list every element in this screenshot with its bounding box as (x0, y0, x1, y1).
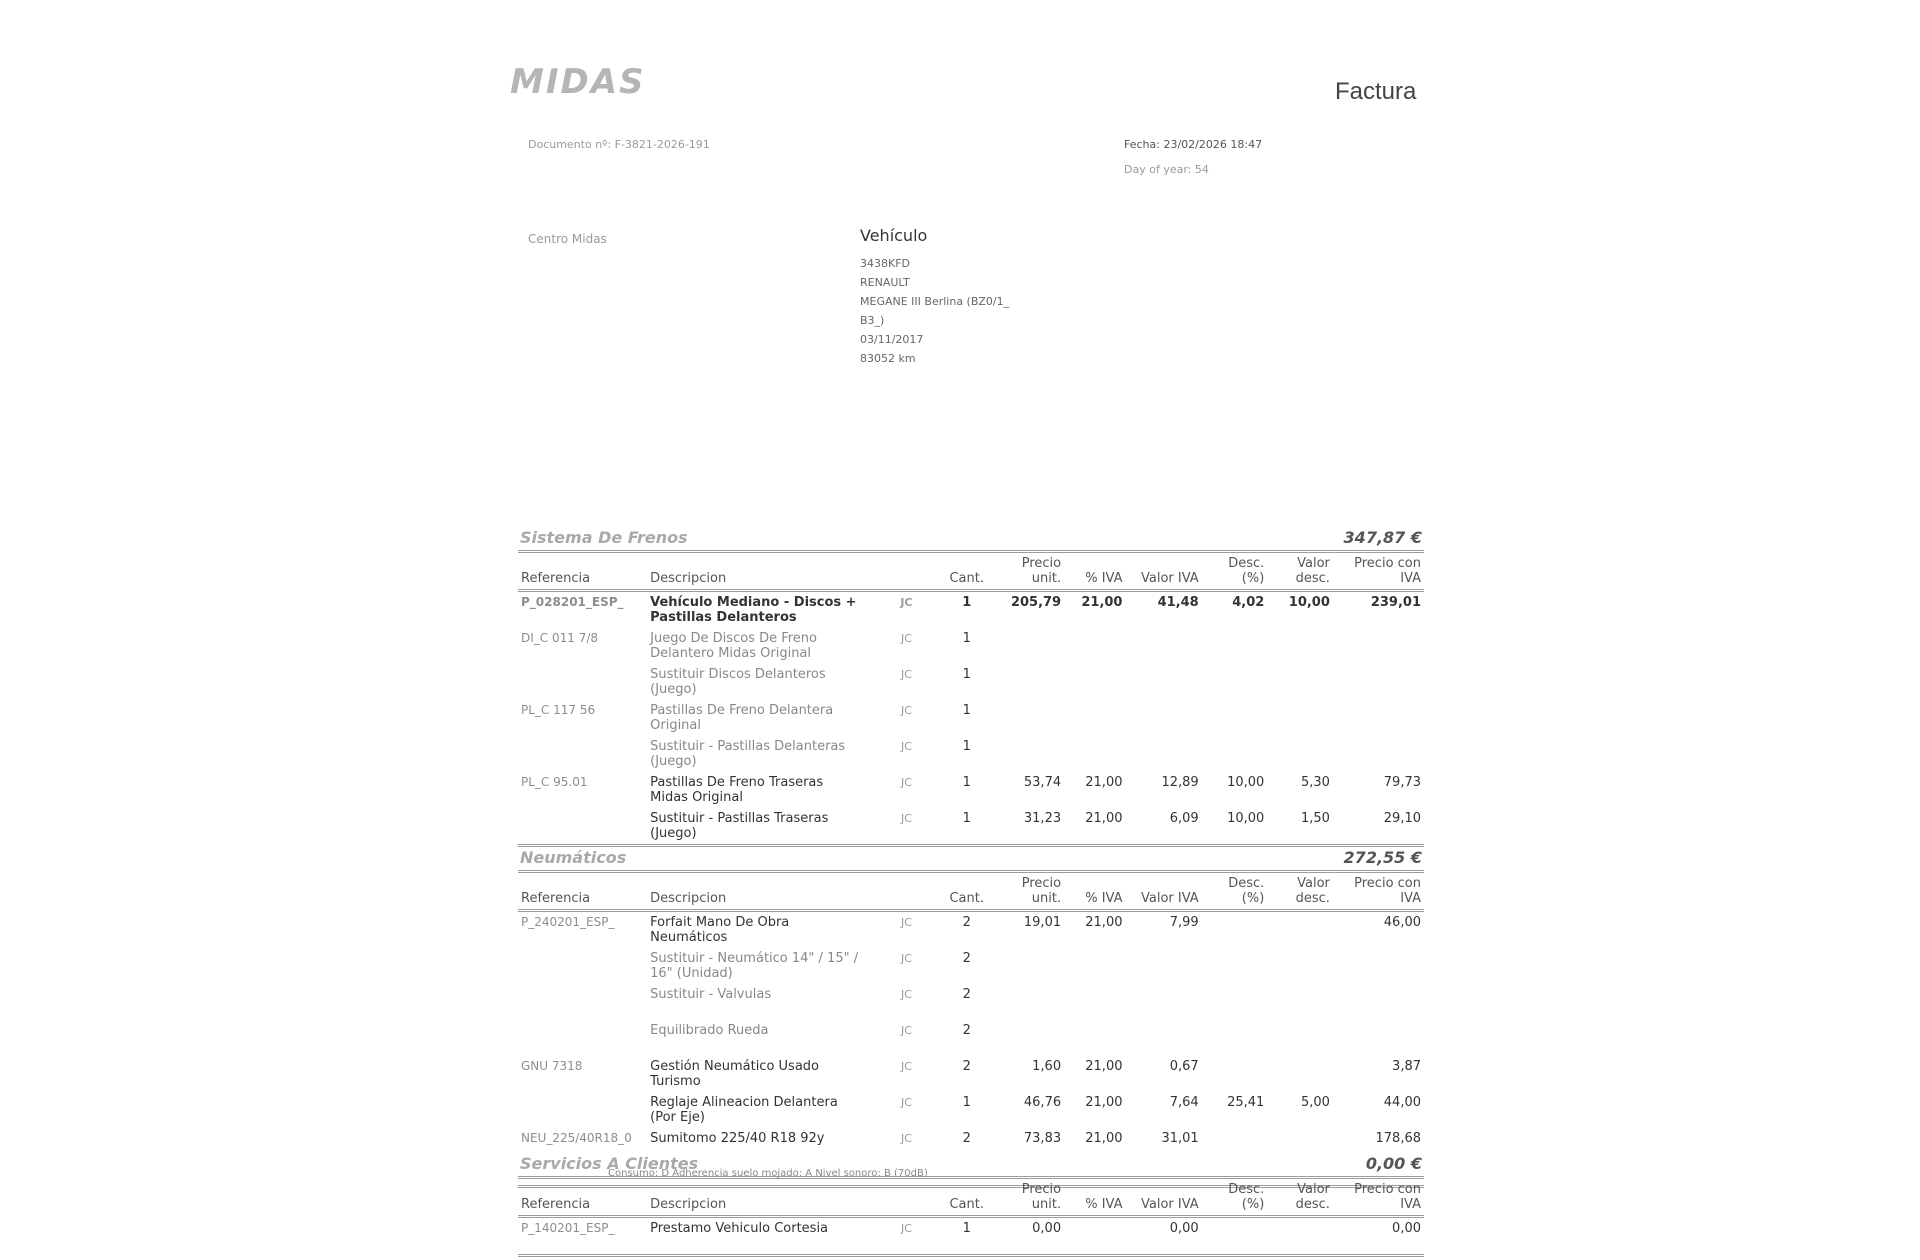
cell-unit: JC (900, 952, 912, 965)
product-label-note: Consumo: D Adherencia suelo mojado: A Nivel sonoro: B (70dB) (608, 1168, 928, 1179)
cell-desc: Pastillas De Freno Traseras Midas Original (650, 775, 824, 805)
cell-price: 46,76 (1023, 1095, 1062, 1110)
document-title: Factura (1335, 78, 1417, 105)
section-total: 272,55 € (1343, 848, 1422, 867)
cell-iva_val (1125, 700, 1201, 736)
cell-iva_val (1125, 1020, 1201, 1056)
cell-unit: JC (900, 632, 912, 645)
cell-ref (518, 736, 647, 772)
cell-iva_pct (1064, 700, 1125, 736)
cell-qty: 1 (962, 811, 971, 826)
cell-iva_pct: 21,00 (1085, 1131, 1123, 1146)
column-header-iva_pct: % IVA (1064, 1179, 1125, 1217)
cell-ref: P_028201_ESP_ (521, 595, 624, 609)
cell-ref (518, 1020, 647, 1056)
cell-iva_pct: 21,00 (1085, 1059, 1123, 1074)
cell-disc_pct: 10,00 (1227, 775, 1265, 790)
cell-qty: 2 (962, 1023, 971, 1038)
cell-desc: Forfait Mano De Obra Neumáticos (650, 915, 790, 945)
column-header-iva_pct: % IVA (1064, 873, 1125, 911)
cell-ref: P_140201_ESP_ (521, 1221, 615, 1235)
cell-desc: Reglaje Alineacion Delantera (Por Eje) (650, 1095, 838, 1125)
column-header-disc_val: Valor desc. (1267, 1179, 1333, 1217)
cell-unit: JC (900, 1222, 912, 1235)
column-header-desc: Descripcion (647, 1179, 867, 1217)
cell-qty: 2 (962, 915, 971, 930)
cell-unit: JC (900, 668, 912, 681)
cell-disc_val: 5,30 (1300, 775, 1330, 790)
section-name: Sistema De Frenos (520, 528, 688, 547)
section-name: Neumáticos (520, 848, 627, 867)
section-tyres (518, 846, 1424, 1188)
cell-qty: 2 (962, 987, 971, 1002)
cell-unit: JC (900, 988, 912, 1001)
cell-disc_pct (1202, 736, 1268, 772)
section-total: 0,00 € (1365, 1154, 1422, 1173)
cell-ref (518, 808, 647, 846)
cell-iva_val: 31,01 (1161, 1131, 1199, 1146)
column-header-disc_pct: Desc. (%) (1202, 1179, 1268, 1217)
cell-disc_val: 5,00 (1300, 1095, 1330, 1110)
vehicle-model-line2: B3_) (860, 314, 885, 327)
cell-iva_pct (1064, 1020, 1125, 1056)
column-header-disc_val: Valor desc. (1267, 873, 1333, 911)
table-row (518, 700, 1424, 736)
company-logo: MIDAS (510, 62, 646, 102)
cell-price (988, 700, 1064, 736)
cell-iva_val: 41,48 (1157, 595, 1199, 610)
table-header-row (518, 553, 1424, 591)
cell-iva_pct: 21,00 (1085, 915, 1123, 930)
cell-qty: 1 (962, 595, 972, 610)
column-header-price: Precio unit. (988, 1179, 1064, 1217)
cell-disc_pct: 10,00 (1227, 811, 1265, 826)
cell-total: 239,01 (1370, 595, 1421, 610)
cell-desc: Pastillas De Freno Delantera Original (650, 703, 834, 733)
cell-ref: PL_C 117 56 (521, 703, 596, 717)
cell-price (988, 948, 1064, 984)
column-header-total: Precio con IVA (1333, 1179, 1424, 1217)
cell-price: 205,79 (1010, 595, 1062, 610)
line-items-table (518, 873, 1424, 1188)
cell-iva_pct (1064, 1217, 1125, 1256)
cell-unit: JC (900, 1096, 912, 1109)
cell-disc_val (1267, 1217, 1333, 1256)
cell-iva_pct: 21,00 (1085, 775, 1123, 790)
cell-qty: 1 (962, 739, 971, 754)
section-name: Servicios A Clientes (520, 1154, 699, 1173)
cell-total (1333, 736, 1424, 772)
line-items-table (518, 1179, 1424, 1257)
cell-price (988, 1020, 1064, 1056)
cell-price: 31,23 (1023, 811, 1062, 826)
vehicle-plate: 3438KFD (860, 257, 911, 270)
cell-qty: 2 (962, 1131, 971, 1146)
cell-iva_pct: 21,00 (1085, 1095, 1123, 1110)
cell-qty: 1 (962, 1221, 971, 1236)
cell-iva_val: 7,64 (1169, 1095, 1199, 1110)
table-row (518, 1020, 1424, 1056)
cell-iva_pct: 21,00 (1085, 811, 1123, 826)
cell-qty: 2 (962, 1059, 971, 1074)
cell-price (988, 628, 1064, 664)
cell-disc_pct: 4,02 (1232, 595, 1265, 610)
table-row (518, 664, 1424, 700)
day-of-year-value: 54 (1194, 163, 1209, 176)
cell-iva_pct: 21,00 (1081, 595, 1123, 610)
cell-desc: Sustituir Discos Delanteros (Juego) (650, 667, 826, 697)
cell-iva_val: 0,67 (1169, 1059, 1199, 1074)
table-row (518, 591, 1424, 629)
cell-unit: JC (900, 704, 912, 717)
cell-price: 1,60 (1032, 1059, 1062, 1074)
cell-total (1333, 948, 1424, 984)
cell-qty: 1 (962, 631, 971, 646)
cell-disc_val (1267, 1056, 1333, 1092)
document-number (528, 138, 710, 151)
vehicle-brand: RENAULT (860, 276, 910, 289)
cell-disc_val (1267, 628, 1333, 664)
cell-iva_val: 12,89 (1161, 775, 1199, 790)
cell-iva_val (1125, 664, 1201, 700)
cell-qty: 1 (962, 667, 971, 682)
section-brakes (518, 526, 1424, 847)
cell-desc: Vehículo Mediano - Discos + Pastillas Delanteros (650, 595, 857, 625)
column-header-ref: Referencia (518, 1179, 647, 1217)
cell-disc_pct (1202, 948, 1268, 984)
cell-price (988, 736, 1064, 772)
cell-desc: Sustituir - Valvulas (650, 987, 772, 1002)
cell-ref (518, 1092, 647, 1128)
cell-iva_val (1125, 628, 1201, 664)
section-customer-services (518, 1152, 1424, 1257)
table-row (518, 772, 1424, 808)
vehicle-details (860, 254, 1009, 368)
cell-disc_pct (1202, 1020, 1268, 1056)
column-header-unit (867, 873, 945, 911)
table-row (518, 808, 1424, 846)
cell-unit: JC (900, 812, 912, 825)
cell-ref (518, 664, 647, 700)
column-header-price: Precio unit. (988, 553, 1064, 591)
cell-qty: 1 (962, 775, 971, 790)
cell-disc_pct (1202, 1217, 1268, 1256)
cell-total (1333, 700, 1424, 736)
column-header-price: Precio unit. (988, 873, 1064, 911)
section-header (518, 526, 1424, 553)
table-row (518, 1092, 1424, 1128)
section-total: 347,87 € (1343, 528, 1422, 547)
cell-qty: 2 (962, 951, 971, 966)
cell-disc_val (1267, 664, 1333, 700)
cell-price: 53,74 (1023, 775, 1062, 790)
cell-iva_val: 6,09 (1169, 811, 1199, 826)
cell-disc_pct (1202, 664, 1268, 700)
cell-iva_val: 7,99 (1169, 915, 1199, 930)
document-number-value: F-3821-2026-191 (614, 138, 710, 151)
day-of-year (1124, 163, 1209, 176)
line-items-table (518, 553, 1424, 847)
column-header-iva_val: Valor IVA (1125, 1179, 1201, 1217)
cell-desc: Juego De Discos De Freno Delantero Midas Original (650, 631, 817, 661)
cell-unit: JC (900, 1132, 912, 1145)
column-header-qty: Cant. (946, 873, 988, 911)
cell-iva_pct (1064, 984, 1125, 1020)
cell-unit: JC (900, 740, 912, 753)
day-of-year-label: Day of year: (1124, 163, 1192, 176)
document-number-label: Documento nº: (528, 138, 612, 151)
cell-iva_val (1125, 948, 1201, 984)
cell-desc: Prestamo Vehiculo Cortesia (650, 1221, 829, 1236)
cell-qty: 1 (962, 1095, 971, 1110)
cell-price: 0,00 (1032, 1221, 1062, 1236)
cell-iva_pct (1064, 628, 1125, 664)
cell-total: 79,73 (1383, 775, 1421, 790)
cell-iva_val: 0,00 (1169, 1221, 1199, 1236)
cell-disc_pct (1202, 984, 1268, 1020)
cell-total: 0,00 (1392, 1221, 1421, 1236)
column-header-disc_pct: Desc. (%) (1202, 873, 1268, 911)
cell-ref (518, 948, 647, 984)
cell-ref (518, 984, 647, 1020)
table-row (518, 1217, 1424, 1256)
cell-qty: 1 (962, 703, 971, 718)
cell-iva_val (1125, 984, 1201, 1020)
cell-disc_pct (1202, 628, 1268, 664)
cell-iva_pct (1064, 948, 1125, 984)
table-row (518, 628, 1424, 664)
column-header-disc_val: Valor desc. (1267, 553, 1333, 591)
cell-ref: NEU_225/40R18_0 (521, 1131, 632, 1145)
table-row (518, 984, 1424, 1020)
column-header-iva_val: Valor IVA (1125, 553, 1201, 591)
vehicle-km: 83052 km (860, 352, 916, 365)
cell-disc_val: 10,00 (1288, 595, 1330, 610)
cell-iva_val (1125, 736, 1201, 772)
cell-unit: JC (900, 916, 912, 929)
cell-price: 73,83 (1023, 1131, 1062, 1146)
column-header-disc_pct: Desc. (%) (1202, 553, 1268, 591)
cell-unit: JC (900, 1024, 912, 1037)
column-header-unit (867, 553, 945, 591)
cell-iva_pct (1064, 664, 1125, 700)
column-header-ref: Referencia (518, 553, 647, 591)
cell-disc_val (1267, 700, 1333, 736)
cell-desc: Equilibrado Rueda (650, 1023, 769, 1038)
table-row (518, 948, 1424, 984)
cell-disc_val (1267, 1020, 1333, 1056)
cell-desc: Sustituir - Pastillas Traseras (Juego) (650, 811, 829, 841)
column-header-ref: Referencia (518, 873, 647, 911)
column-header-desc: Descripcion (647, 553, 867, 591)
cell-disc_pct (1202, 700, 1268, 736)
cell-unit: JC (900, 1060, 912, 1073)
cell-unit: JC (900, 776, 912, 789)
cell-total (1333, 984, 1424, 1020)
cell-price (988, 984, 1064, 1020)
cell-disc_pct (1202, 1056, 1268, 1092)
cell-total (1333, 1020, 1424, 1056)
column-header-qty: Cant. (946, 1179, 988, 1217)
cell-disc_val (1267, 948, 1333, 984)
column-header-unit (867, 1179, 945, 1217)
table-header-row (518, 873, 1424, 911)
column-header-desc: Descripcion (647, 873, 867, 911)
date-label: Fecha: (1124, 138, 1160, 151)
cell-desc: Sustituir - Pastillas Delanteras (Juego) (650, 739, 846, 769)
column-header-qty: Cant. (946, 553, 988, 591)
cell-total: 44,00 (1383, 1095, 1421, 1110)
cell-ref: P_240201_ESP_ (521, 915, 615, 929)
vehicle-heading: Vehículo (860, 226, 928, 245)
cell-total: 29,10 (1383, 811, 1421, 826)
vehicle-date: 03/11/2017 (860, 333, 924, 346)
table-row (518, 911, 1424, 949)
cell-disc_val (1267, 984, 1333, 1020)
center-name: Centro Midas (528, 232, 607, 246)
table-row (518, 1056, 1424, 1092)
section-header (518, 846, 1424, 873)
cell-desc: Gestión Neumático Usado Turismo (650, 1059, 819, 1089)
cell-ref: PL_C 95.01 (521, 775, 588, 789)
column-header-iva_pct: % IVA (1064, 553, 1125, 591)
cell-unit: JC (900, 596, 913, 609)
cell-total (1333, 664, 1424, 700)
cell-total (1333, 628, 1424, 664)
cell-total: 3,87 (1392, 1059, 1421, 1074)
cell-disc_val (1267, 911, 1333, 949)
date-value: 23/02/2026 18:47 (1163, 138, 1263, 151)
cell-total: 46,00 (1383, 915, 1421, 930)
cell-iva_pct (1064, 736, 1125, 772)
cell-ref: DI_C 011 7/8 (521, 631, 599, 645)
cell-disc_val: 1,50 (1300, 811, 1330, 826)
cell-price (988, 664, 1064, 700)
table-header-row (518, 1179, 1424, 1217)
column-header-total: Precio con IVA (1333, 873, 1424, 911)
cell-disc_pct: 25,41 (1227, 1095, 1265, 1110)
cell-desc: Sumitomo 225/40 R18 92y (650, 1131, 825, 1146)
cell-disc_val (1267, 736, 1333, 772)
section-header (518, 1152, 1424, 1179)
column-header-iva_val: Valor IVA (1125, 873, 1201, 911)
table-row (518, 736, 1424, 772)
vehicle-model-line1: MEGANE III Berlina (BZ0/1_ (860, 295, 1010, 308)
cell-price: 19,01 (1023, 915, 1062, 930)
cell-ref: GNU 7318 (521, 1059, 583, 1073)
cell-disc_pct (1202, 911, 1268, 949)
cell-total: 178,68 (1375, 1131, 1421, 1146)
cell-desc: Sustituir - Neumático 14" / 15" / 16" (Unidad) (650, 951, 859, 981)
invoice-date (1124, 138, 1262, 151)
column-header-total: Precio con IVA (1333, 553, 1424, 591)
